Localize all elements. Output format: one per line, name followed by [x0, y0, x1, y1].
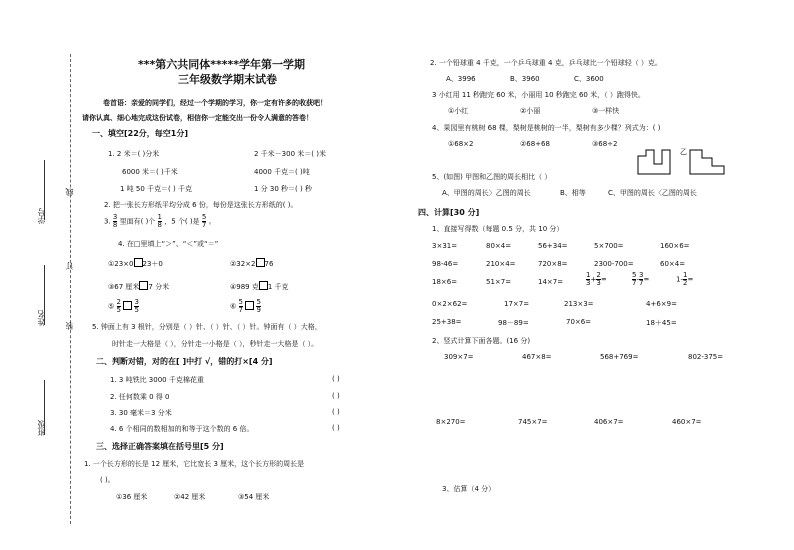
- calc-r2-3: 720×8=: [538, 260, 568, 268]
- choice-q1-line1: 1. 一个长方形的长是 12 厘米，它比宽长 3 厘米，这个长方形的周长是: [84, 460, 305, 468]
- intro-line2: 请你认真、细心地完成这份试卷，相信你一定能交出一份令人满意的答卷！: [82, 114, 313, 122]
- choice-q1-line2: ( )。: [100, 476, 115, 484]
- class-label: 班级: [37, 420, 46, 436]
- choice-q4: 4、果园里有桃树 68 棵，梨树是桃树的一半，梨树有多少棵？列式为：( ): [432, 124, 661, 132]
- q4e-label: ⑤: [108, 302, 115, 311]
- calc-r4-1: 0×2×62=: [432, 300, 468, 308]
- q1d: 4000 千克＝( )吨: [254, 168, 310, 176]
- judge-item-1: 1. 3 吨铁比 3000 千克棉花重: [110, 376, 204, 384]
- choice-q5-opt-b: B、相等: [560, 189, 586, 197]
- vertical-4: 802-375=: [688, 353, 724, 361]
- q4f-frac-left: [239, 299, 243, 314]
- q4f-frac-right: [256, 299, 260, 314]
- calc-r5-4: 18＋45=: [646, 319, 677, 327]
- answer-box[interactable]: [134, 258, 143, 267]
- student-number-line: [44, 160, 45, 220]
- q4e-frac-left: [117, 299, 121, 314]
- judge-blank-2[interactable]: ( ): [332, 392, 340, 400]
- exam-title-line2: 三年级数学期末试卷: [178, 73, 277, 86]
- frac-c-1-num: 1: [682, 271, 688, 279]
- frac-b-2-den: 7: [639, 279, 644, 287]
- q3: [104, 214, 216, 229]
- judge-item-3: 3. 30 毫米＝3 分米: [110, 409, 172, 417]
- q3-frac1-den: 8: [112, 221, 118, 229]
- intro-line1: 卷首语：亲爱的同学们，经过一个学期的学习，你一定有许多的收获吧！: [103, 99, 327, 107]
- choice-q1-opt-2: ②42 厘米: [174, 493, 206, 501]
- q4: 4. 在□里填上“＞”、“＜”或“＝”: [118, 240, 219, 248]
- vertical-8: 460×7=: [672, 418, 702, 426]
- frac-a-1-num: 1: [586, 271, 591, 279]
- exam-title-line1: ***第六共同体*****学年第一学期: [138, 58, 306, 71]
- frac-c-1-den: 2: [682, 279, 688, 287]
- calc-r2-5: 60×4=: [660, 260, 686, 268]
- seal-char-xian: 线: [65, 188, 74, 196]
- q3-frac3-den: 7: [201, 221, 207, 229]
- q3-end: 。: [208, 217, 216, 226]
- judge-blank-4[interactable]: ( ): [332, 424, 340, 432]
- student-name-line: [44, 265, 45, 325]
- q4b-right: 76: [264, 260, 274, 268]
- q3-text-1: 里面有( )个: [119, 217, 156, 226]
- q4d-right: 1 千克: [267, 283, 289, 291]
- frac-b-1-num: 5: [632, 271, 637, 279]
- q3-fraction-1: [113, 214, 117, 229]
- calc-sub3: 3、估算（4 分）: [442, 485, 496, 493]
- vertical-1: 309×7=: [444, 353, 474, 361]
- perimeter-figures: [636, 146, 736, 176]
- q4b: [230, 258, 273, 268]
- q3-frac3-num: 5: [201, 213, 207, 221]
- calc-r2-2: 210×4=: [486, 260, 516, 268]
- q3-fraction-3: [202, 214, 206, 229]
- q3-text-2: ，5 个( )是: [164, 217, 200, 226]
- q1e: 1 吨 50 千克＝( ) 千克: [120, 185, 192, 193]
- choice-q1-opt-3: ③54 厘米: [238, 493, 270, 501]
- q4c: [108, 281, 169, 292]
- q4d-left: ④989 克: [230, 283, 259, 291]
- section3-heading: 三、选择正确答案填在括号里[5 分]: [96, 442, 224, 451]
- figure-yi-label: 乙: [680, 148, 687, 156]
- frac-b-op: -: [636, 275, 639, 284]
- frac-b-eq: =: [643, 275, 650, 284]
- q3-number: 3.: [104, 217, 111, 226]
- vertical-3: 568+769=: [600, 353, 639, 361]
- seal-char-ding: 订: [65, 262, 74, 270]
- choice-q1-opt-1: ①36 厘米: [116, 493, 148, 501]
- choice-q3-opt-3: ③一样快: [592, 107, 620, 115]
- q4a-left: ①23×0: [108, 260, 134, 268]
- choice-q4-opt-3: ③68÷2: [592, 140, 618, 148]
- q4d: [230, 281, 289, 292]
- judge-item-2: 2. 任何数乘 0 得 0: [110, 393, 170, 401]
- calc-r3-3: 14×7=: [538, 278, 564, 286]
- frac-a-op: +: [590, 275, 597, 284]
- q3-frac2-den: 8: [157, 221, 163, 229]
- calc-r4-4: 4+6×9=: [646, 300, 677, 308]
- choice-q3-opt-2: ②小丽: [520, 107, 541, 115]
- choice-q2-opt-b: B、3960: [510, 75, 540, 83]
- calc-r1-2: 80×4=: [486, 242, 512, 250]
- choice-q3-opt-1: ①小红: [448, 107, 469, 115]
- class-line: [44, 380, 45, 435]
- q4c-left: ③67 厘米: [108, 283, 140, 291]
- calc-frac-a: [586, 272, 607, 287]
- calc-r2-1: 98-46=: [432, 260, 459, 268]
- q1b: 2 千米－300 米＝( )米: [254, 150, 326, 158]
- choice-q5: 5、(如图) 甲图和乙图的周长相比（ ）: [432, 173, 552, 181]
- choice-q4-opt-1: ①68×2: [448, 140, 474, 148]
- choice-q3: 3 小红用 11 秒跑完 60 米，小丽用 10 秒跑完 60 米，（ ）跑得快。: [432, 91, 645, 99]
- seal-dashed-line: [70, 54, 71, 524]
- q3-frac2-num: 1: [157, 213, 163, 221]
- vertical-2: 467×8=: [522, 353, 552, 361]
- q4f: [230, 299, 261, 314]
- student-name-label: 姓名: [37, 310, 46, 326]
- q4f-frac-right-num: 5: [256, 298, 261, 306]
- q4e-frac-left-num: 2: [116, 298, 121, 306]
- q4a: [108, 258, 163, 269]
- vertical-6: 745×7=: [518, 418, 548, 426]
- q4e: [108, 299, 139, 314]
- calc-r1-1: 3×31=: [432, 242, 458, 250]
- q4e-frac-right: [134, 299, 138, 314]
- calc-r3-2: 51×7=: [486, 278, 512, 286]
- q4e-frac-left-den: 5: [116, 306, 121, 314]
- answer-box[interactable]: [256, 258, 265, 267]
- choice-q2-opt-a: A、3996: [446, 75, 476, 83]
- answer-box[interactable]: [123, 301, 132, 310]
- judge-blank-1[interactable]: ( ): [332, 375, 340, 383]
- q4b-left: ②32×2: [230, 260, 256, 268]
- q4f-frac-right-den: 9: [256, 306, 261, 314]
- frac-a-eq: =: [600, 275, 607, 284]
- calc-r4-3: 213×3=: [564, 300, 594, 308]
- figure-yi-shape: [690, 150, 724, 174]
- calc-r3-1: 18×6=: [432, 278, 458, 286]
- q4a-right: 23＋0: [142, 260, 163, 268]
- q4e-frac-right-num: 3: [134, 298, 139, 306]
- choice-q5-opt-c: C、甲图的周长〈乙图的周长: [608, 189, 697, 197]
- q4f-frac-left-num: 5: [238, 298, 243, 306]
- frac-a-1-den: 3: [586, 279, 591, 287]
- calc-sub2: 2、竖式计算下面各题。(16 分): [432, 337, 531, 345]
- calc-r2-4: 2300-700=: [594, 260, 634, 268]
- choice-q5-opt-a: A、甲图的周长〉乙图的周长: [442, 189, 531, 197]
- answer-box[interactable]: [259, 281, 268, 290]
- frac-a-2-num: 2: [596, 271, 601, 279]
- judge-item-4: 4. 6 个相同的数相加的和等于这个数的 6 倍。: [110, 425, 254, 433]
- figure-jia-shape: [638, 150, 670, 174]
- calc-sub1: 1、直接写得数（每题 0.5 分，共 10 分）: [432, 225, 564, 233]
- frac-b-2-num: 3: [639, 271, 644, 279]
- answer-box[interactable]: [245, 301, 254, 310]
- frac-a-2-den: 3: [596, 279, 601, 287]
- q4c-right: 7 分米: [148, 283, 170, 291]
- calc-r5-3: 70×6=: [566, 318, 592, 326]
- calc-r1-5: 160×6=: [660, 242, 690, 250]
- vertical-5: 8×270=: [436, 418, 466, 426]
- student-number-label: 学号: [37, 208, 46, 224]
- calc-r1-4: 5×700=: [594, 242, 624, 250]
- frac-c-pre: 1-: [676, 275, 683, 284]
- choice-q2: 2. 一个铅球重 4 千克，一个乒乓球重 4 克，乒乓球比一个铅球轻（ ）克。: [430, 59, 662, 67]
- q1f: 1 分 30 秒＝( ) 秒: [254, 185, 312, 193]
- calc-r1-3: 56+34=: [538, 242, 568, 250]
- choice-q4-opt-2: ②68+68: [520, 140, 550, 148]
- seal-char-zhuang: 装: [65, 322, 74, 330]
- calc-r5-1: 25+38=: [432, 318, 462, 326]
- q1c: 6000 米＝( )千米: [122, 168, 178, 176]
- calc-r4-2: 17×7=: [504, 300, 530, 308]
- choice-q2-opt-c: C、3600: [574, 75, 604, 83]
- q1a: 1. 2 米＝( )分米: [108, 150, 160, 158]
- section4-heading: 四、计算[30 分]: [418, 208, 480, 217]
- q5-line2: 时针走一大格是（ ），分针走一小格是（ ），秒针走一大格是（ ）。: [112, 340, 319, 348]
- section1-heading: 一、填空[22分，每空1分]: [92, 129, 189, 138]
- vertical-7: 406×7=: [594, 418, 624, 426]
- q4e-frac-right-den: 5: [134, 306, 139, 314]
- calc-frac-c: [676, 272, 693, 287]
- section2-heading: 二、判断对错，对的在[ ]中打 √，错的打×[4 分]: [96, 357, 273, 366]
- q4f-label: ⑥: [230, 302, 237, 311]
- calc-frac-b: [632, 272, 649, 287]
- q3-fraction-2: [158, 214, 162, 229]
- q2: 2. 把一张长方形纸平均分成 6 份，每份是这张长方形纸的( )。: [104, 201, 298, 209]
- q4f-frac-left-den: 7: [238, 306, 243, 314]
- q5-line1: 5. 钟面上有 3 根针，分别是（ ）针、（ ）针、（ ）针。钟面有（ ）大格，: [92, 323, 322, 331]
- calc-r5-2: 98－89=: [498, 319, 529, 327]
- q3-frac1-num: 3: [112, 213, 118, 221]
- frac-c-eq: =: [687, 275, 694, 284]
- frac-b-1-den: 7: [632, 279, 637, 287]
- judge-blank-3[interactable]: ( ): [332, 408, 340, 416]
